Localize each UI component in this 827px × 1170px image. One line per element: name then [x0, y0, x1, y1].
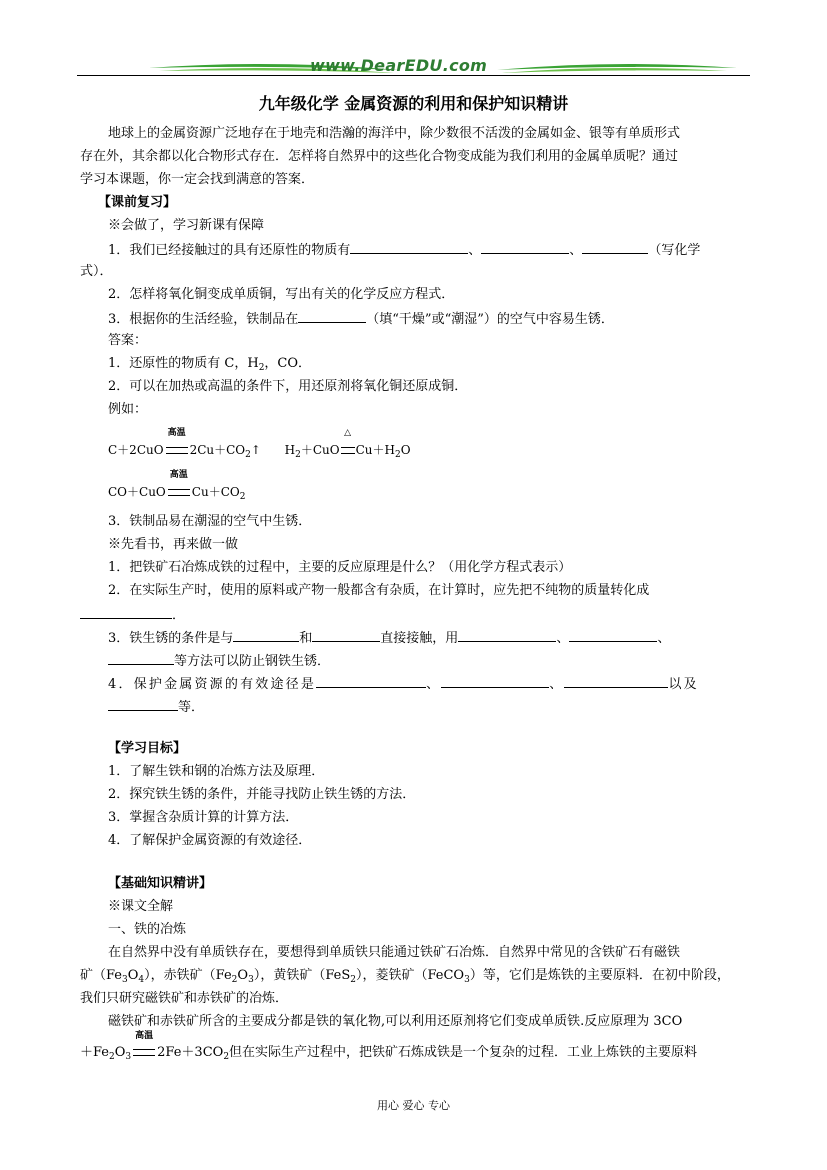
answer-text: ，CO． [264, 356, 312, 371]
preview-question-2-cont [80, 604, 185, 626]
eq-rhs: O [400, 443, 411, 457]
separator: 、 [556, 631, 570, 646]
review-question-3 [108, 308, 614, 330]
equation-line-1 [108, 428, 411, 465]
eq-condition [166, 470, 192, 502]
text: O [237, 968, 249, 983]
answer-2-example-label: 例如： [108, 402, 148, 417]
goal-item: 2．探究铁生锈的条件，并能寻找防止铁生锈的方法． [108, 787, 416, 802]
eq-lhs: CO＋CuO [108, 485, 166, 499]
eq-rhs: Cu＋H [355, 443, 395, 457]
subscript: 2 [231, 975, 238, 985]
answer-blank[interactable] [441, 673, 549, 688]
site-logo[interactable]: www.DearEDU.com [310, 56, 488, 75]
question-text: 以及 [668, 677, 699, 692]
text: O [127, 968, 139, 983]
question-text: 4．保护金属资源的有效途径是 [108, 677, 317, 692]
basics-note: ※课文全解 [108, 899, 174, 914]
subscript: 2 [109, 1052, 115, 1062]
text: ）等，它们是炼铁的主要原料．在初中阶段， [469, 968, 730, 983]
basics-para1-line2 [80, 966, 730, 990]
text: 但在实际生产过程中，把铁矿石炼成铁是一个复杂的过程．工业上炼铁的主要原料 [229, 1045, 698, 1060]
subscript: 4 [138, 975, 145, 985]
review-question-2: 2．怎样将氧化铜变成单质铜，写出有关的化学反应方程式． [108, 287, 455, 302]
goal-item: 1．了解生铁和钢的冶炼方法及原理． [108, 764, 325, 779]
subscript: 3 [248, 975, 254, 985]
subscript: 2 [295, 450, 301, 460]
equation-co-reduction [108, 470, 246, 502]
subscript: 2 [258, 363, 265, 373]
preview-question-2: 2．在实际生产时，使用的原料或产物一般都含有杂质，在计算时，应先把不纯物的质量转化成 [108, 583, 650, 598]
equation-line-2 [108, 470, 246, 507]
answer-2: 2．可以在加热或高温的条件下，用还原剂将氧化铜还原成铜． [108, 379, 468, 394]
eq-lhs: ＋CuO [300, 443, 340, 457]
text: 2Fe＋3CO [157, 1045, 224, 1060]
equals-bars [166, 447, 188, 454]
answer-label: 答案： [108, 333, 148, 348]
subscript: 2 [239, 492, 246, 502]
goal-item: 3．掌握含杂质计算的计算方法． [108, 810, 299, 825]
condition-text: 高温 [135, 1031, 154, 1041]
subscript: 3 [122, 975, 128, 985]
question-text: 和 [299, 631, 313, 646]
answer-blank[interactable] [569, 627, 657, 642]
review-question-1-cont: 式）． [80, 264, 113, 279]
eq-lhs: C＋2CuO [108, 443, 164, 457]
eq-rhs: 2Cu＋CO [189, 443, 246, 457]
question-text: 3．铁生锈的条件是与 [108, 631, 234, 646]
answer-blank[interactable] [108, 696, 178, 711]
intro-line-1: 地球上的金属资源广泛地存在于地壳和浩瀚的海洋中，除少数很不活泼的金属如金、银等有单质形式 [108, 126, 681, 141]
page-header [77, 50, 750, 80]
review-question-1 [108, 239, 700, 261]
answer-blank[interactable] [350, 239, 468, 254]
green-swoosh-right [497, 56, 737, 82]
basics-heading: 【基础知识精讲】 [108, 876, 213, 891]
gas-arrow-icon: ↑ [250, 443, 261, 457]
answer-1 [108, 354, 311, 378]
answer-3: 3．铁制品易在潮湿的空气中生锈． [108, 514, 312, 529]
preview-question-3-cont [108, 650, 330, 672]
equals-bars [133, 1049, 155, 1056]
preview-question-4-cont [108, 696, 204, 718]
basics-para2-line2 [80, 1031, 698, 1067]
intro-line-3: 学习本课题，你一定会找到满意的答案． [80, 172, 315, 187]
answer-blank[interactable] [564, 673, 668, 688]
subscript: 3 [464, 975, 470, 985]
text: 矿（Fe [80, 968, 123, 983]
question-text: 等方法可以防止钢铁生锈． [174, 654, 331, 669]
question-text: 等． [178, 700, 205, 715]
basics-para1-line1: 在自然界中没有单质铁存在，要想得到单质铁只能通过铁矿石冶炼．自然界中常见的含铁矿石有磁铁 [108, 945, 681, 960]
goal-item: 4．了解保护金属资源的有效途径． [108, 833, 312, 848]
answer-blank[interactable] [80, 604, 172, 619]
answer-blank[interactable] [233, 627, 299, 642]
condition-text: 高温 [167, 428, 186, 438]
intro-line-2: 存在外，其余都以化合物形式存在．怎样将自然界中的这些化合物变成能为我们利用的金属单质呢？通过 [80, 149, 679, 164]
eq-condition [340, 428, 356, 460]
question-text: 3．根据你的生活经验，铁制品在 [108, 312, 299, 327]
text: ），赤铁矿（Fe [144, 968, 232, 983]
question-text: 1．我们已经接触过的具有还原性的物质有 [108, 243, 351, 258]
question-tail: （填“干燥”或“潮湿”）的空气中容易生锈． [366, 312, 614, 327]
goals-heading: 【学习目标】 [108, 741, 187, 756]
preview-note: ※先看书，再来做一做 [108, 537, 239, 552]
separator: 、 [468, 243, 482, 258]
page-footer: 用心 爱心 专心 [377, 1099, 450, 1112]
equation-carbon-reduction [108, 428, 261, 460]
answer-blank[interactable] [458, 627, 556, 642]
review-note: ※会做了，学习新课有保障 [108, 218, 265, 233]
review-heading: 【课前复习】 [98, 195, 177, 210]
basics-para1-line3: 我们只研究磁铁矿和赤铁矿的冶炼． [80, 991, 289, 1006]
eq-condition [164, 428, 190, 460]
text: ），菱铁矿（FeCO [355, 968, 465, 983]
heat-symbol-icon: △ [344, 428, 352, 438]
subscript: 2 [223, 1052, 230, 1062]
subscript: 3 [125, 1052, 132, 1062]
page-title: 九年级化学 金属资源的利用和保护知识精讲 [258, 94, 569, 113]
answer-blank[interactable] [316, 673, 426, 688]
preview-question-3 [108, 627, 670, 649]
preview-question-1: 1．把铁矿石冶炼成铁的过程中，主要的反应原理是什么？（用化学方程式表示） [108, 560, 572, 575]
equation-hydrogen-reduction [284, 428, 411, 460]
answer-blank[interactable] [298, 308, 366, 323]
separator: 、 [426, 677, 442, 692]
period: ． [172, 608, 186, 623]
subscript: 2 [394, 450, 401, 460]
section-heading: 一、铁的冶炼 [108, 922, 187, 937]
eq-condition [131, 1031, 157, 1063]
preview-question-4 [108, 673, 699, 695]
eq-rhs: Cu＋CO [191, 485, 240, 499]
separator: 、 [657, 631, 671, 646]
subscript: 2 [245, 450, 251, 460]
equals-bars [168, 489, 190, 496]
text: ＋Fe [80, 1045, 110, 1060]
text: O [114, 1045, 126, 1060]
answer-blank[interactable] [481, 239, 569, 254]
basics-para2-line1: 磁铁矿和赤铁矿所含的主要成分都是铁的氧化物,可以利用还原剂将它们变成单质铁.反应原理为 3CO [108, 1014, 683, 1029]
separator: 、 [569, 243, 583, 258]
header-divider [77, 75, 750, 76]
separator: 、 [549, 677, 565, 692]
answer-blank[interactable] [582, 239, 648, 254]
answer-blank[interactable] [312, 627, 380, 642]
answer-text: 1．还原性的物质有 C，H [108, 356, 259, 371]
question-tail: （写化学 [648, 243, 701, 258]
equals-bars [341, 447, 355, 454]
condition-text: 高温 [169, 470, 188, 480]
subscript: 2 [350, 975, 356, 985]
eq-lhs: H [284, 443, 296, 457]
question-text: 直接接触，用 [380, 631, 459, 646]
text: ），黄铁矿（FeS [253, 968, 351, 983]
answer-blank[interactable] [108, 650, 174, 665]
